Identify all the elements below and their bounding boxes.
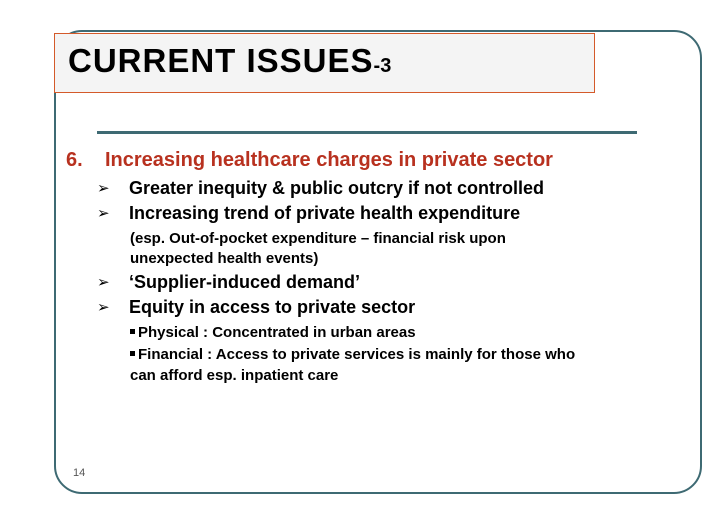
arrow-bullet-icon: ➢ [97, 180, 110, 197]
note-line: unexpected health events) [130, 250, 319, 267]
heading-text: Increasing healthcare charges in private sector [105, 149, 553, 171]
heading-number: 6. [66, 149, 83, 171]
slide-title [68, 42, 391, 80]
sub-bullet-item [130, 323, 416, 343]
bullet-text: Equity in access to private sector [129, 297, 416, 317]
bullet-text: ‘Supplier-induced demand’ [129, 272, 361, 292]
sub-bullet-continuation: can afford esp. inpatient care [130, 367, 339, 384]
bullet-item [97, 272, 360, 293]
sub-bullet-item [130, 345, 575, 365]
slide-title-suffix: -3 [373, 55, 392, 77]
arrow-bullet-icon: ➢ [97, 205, 110, 222]
bullet-item [97, 297, 415, 318]
bullet-item [97, 178, 544, 199]
square-bullet-icon [130, 351, 135, 356]
arrow-bullet-icon: ➢ [97, 274, 110, 291]
page-number: 14 [73, 467, 86, 479]
sub-bullet-text: Financial : Access to private services is mainly for those who [138, 346, 576, 363]
divider [97, 131, 637, 134]
square-bullet-icon [130, 329, 135, 334]
note-line: (esp. Out-of-pocket expenditure – financial risk upon [130, 230, 506, 247]
section-heading [66, 149, 553, 172]
sub-bullet-text: Physical : Concentrated in urban areas [138, 324, 416, 341]
slide-title-main: CURRENT ISSUES [68, 42, 374, 79]
bullet-item [97, 203, 520, 224]
arrow-bullet-icon: ➢ [97, 299, 110, 316]
bullet-text: Greater inequity & public outcry if not controlled [129, 178, 545, 198]
bullet-text: Increasing trend of private health expenditure [129, 203, 521, 223]
